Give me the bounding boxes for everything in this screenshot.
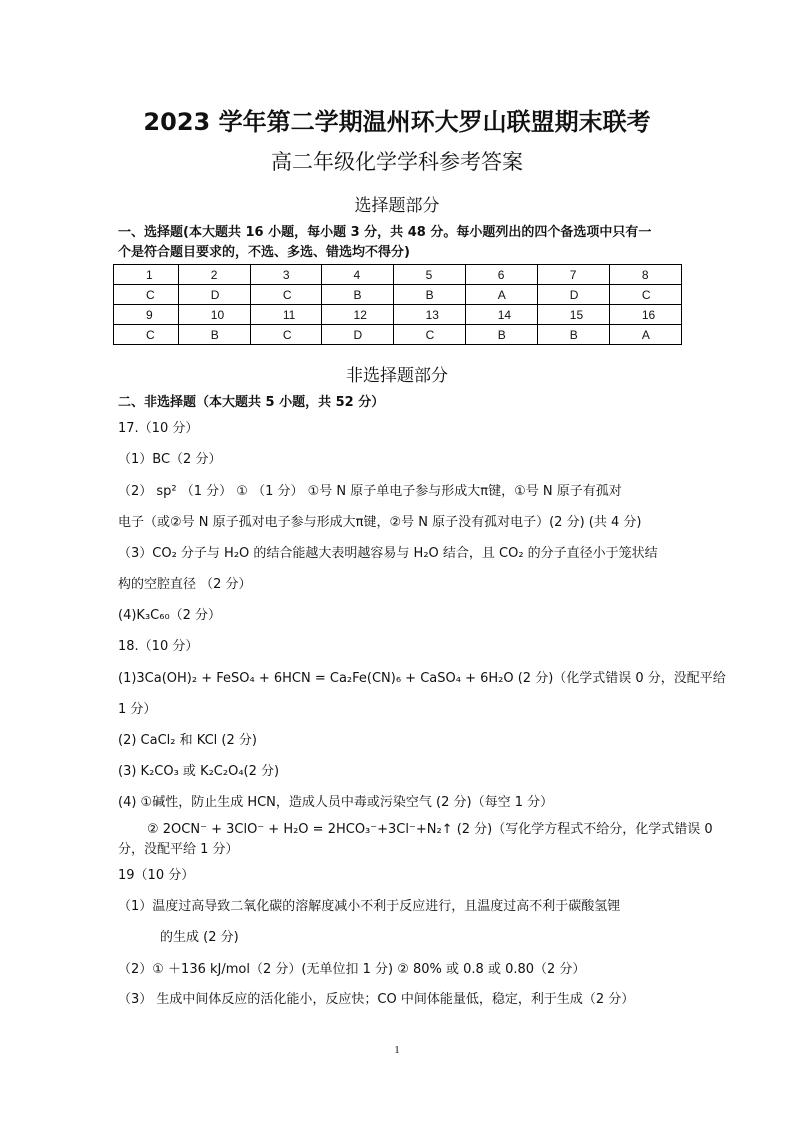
table-cell: 2	[178, 265, 250, 285]
table-row	[114, 325, 682, 345]
table-cell: 6	[465, 265, 537, 285]
q19-answer-1-line2: 的生成 (2 分)	[160, 930, 239, 945]
q19-heading: 19（10 分）	[118, 868, 195, 883]
q17-answer-2-line1: （2） sp² （1 分） ① （1 分） ①号 N 原子单电子参与形成大π键，①号 N 原子有孤对	[118, 484, 622, 499]
q19-answer-3: （3） 生成中间体反应的活化能小，反应快；CO 中间体能量低，稳定，利于生成（2 分）	[118, 992, 635, 1007]
q19-answer-2: （2）① ＋136 kJ/mol（2 分）(无单位扣 1 分) ② 80% 或 0.8 或 0.80（2 分）	[118, 962, 586, 977]
table-cell: 12	[321, 305, 393, 325]
table-cell: B	[465, 325, 537, 345]
q17-answer-2-line2: 电子（或②号 N 原子孤对电子参与形成大π键，②号 N 原子没有孤对电子）(2 分) (共 4 分)	[118, 515, 642, 530]
table-cell: C	[609, 285, 681, 305]
table-cell: 8	[609, 265, 681, 285]
table-cell: A	[465, 285, 537, 305]
q17-answer-1: （1）BC（2 分）	[118, 452, 222, 467]
table-cell: 1	[114, 265, 179, 285]
q18-answer-1-line2: 1 分）	[118, 702, 157, 717]
table-cell: D	[537, 285, 609, 305]
table-cell: B	[321, 285, 393, 305]
part1-heading-line1: 一、选择题(本大题共 16 小题，每小题 3 分，共 48 分。每小题列出的四个备选项中只有一	[118, 225, 652, 240]
table-cell: B	[393, 285, 465, 305]
table-cell: A	[609, 325, 681, 345]
section-choice-title: 选择题部分	[354, 196, 440, 216]
q18-answer-1-line1: (1)3Ca(OH)₂ + FeSO₄ + 6HCN = Ca₂Fe(CN)₆ + CaSO₄ + 6H₂O (2 分)（化学式错误 0 分，没配平给	[118, 671, 726, 686]
table-cell: C	[393, 325, 465, 345]
answer-table	[113, 264, 682, 345]
table-cell: 7	[537, 265, 609, 285]
table-row	[114, 265, 682, 285]
section-nonchoice-title: 非选择题部分	[346, 366, 448, 386]
q18-answer-2: (2) CaCl₂ 和 KCl (2 分)	[118, 733, 257, 748]
page-title: 2023 学年第二学期温州环大罗山联盟期末联考	[143, 108, 651, 136]
table-cell: 15	[537, 305, 609, 325]
table-cell: 16	[609, 305, 681, 325]
q17-answer-3-line2: 构的空腔直径 （2 分）	[118, 577, 252, 592]
table-cell: 9	[114, 305, 179, 325]
table-cell: C	[250, 285, 321, 305]
part2-heading: 二、非选择题（本大题共 5 小题，共 52 分）	[118, 395, 385, 410]
table-cell: C	[114, 285, 179, 305]
table-cell: D	[178, 285, 250, 305]
table-cell: 3	[250, 265, 321, 285]
table-cell: B	[178, 325, 250, 345]
table-cell: 4	[321, 265, 393, 285]
table-cell: D	[321, 325, 393, 345]
q18-heading: 18.（10 分）	[118, 639, 199, 654]
q17-answer-3-line1: （3）CO₂ 分子与 H₂O 的结合能越大表明越容易与 H₂O 结合，且 CO₂ 的分子直径小于笼状结	[118, 546, 658, 561]
part1-heading-line2: 个是符合题目要求的，不选、多选、错选均不得分)	[118, 245, 410, 260]
table-cell: B	[537, 325, 609, 345]
q19-answer-1-line1: （1）温度过高导致二氧化碳的溶解度减小不利于反应进行，且温度过高不利于碳酸氢锂	[118, 899, 621, 914]
table-cell: 11	[250, 305, 321, 325]
q17-heading: 17.（10 分）	[118, 421, 199, 436]
q17-answer-4: (4)K₃C₆₀（2 分）	[118, 608, 222, 623]
q18-answer-3: (3) K₂CO₃ 或 K₂C₂O₄(2 分)	[118, 764, 280, 779]
page-number: 1	[394, 1044, 400, 1056]
table-cell: 13	[393, 305, 465, 325]
table-row	[114, 305, 682, 325]
table-cell: 5	[393, 265, 465, 285]
table-cell: 10	[178, 305, 250, 325]
table-cell: C	[250, 325, 321, 345]
table-row	[114, 285, 682, 305]
page-subtitle: 高二年级化学学科参考答案	[271, 150, 523, 174]
q18-answer-4-line1: (4) ①碱性，防止生成 HCN，造成人员中毒或污染空气 (2 分)（每空 1 分）	[118, 795, 554, 810]
q18-answer-4-line3: 分，没配平给 1 分）	[118, 842, 239, 857]
table-cell: 14	[465, 305, 537, 325]
table-cell: C	[114, 325, 179, 345]
q18-answer-4-line2: ② 2OCN⁻ + 3ClO⁻ + H₂O = 2HCO₃⁻+3Cl⁻+N₂↑ (2 分)（写化学方程式不给分，化学式错误 0	[147, 822, 713, 837]
